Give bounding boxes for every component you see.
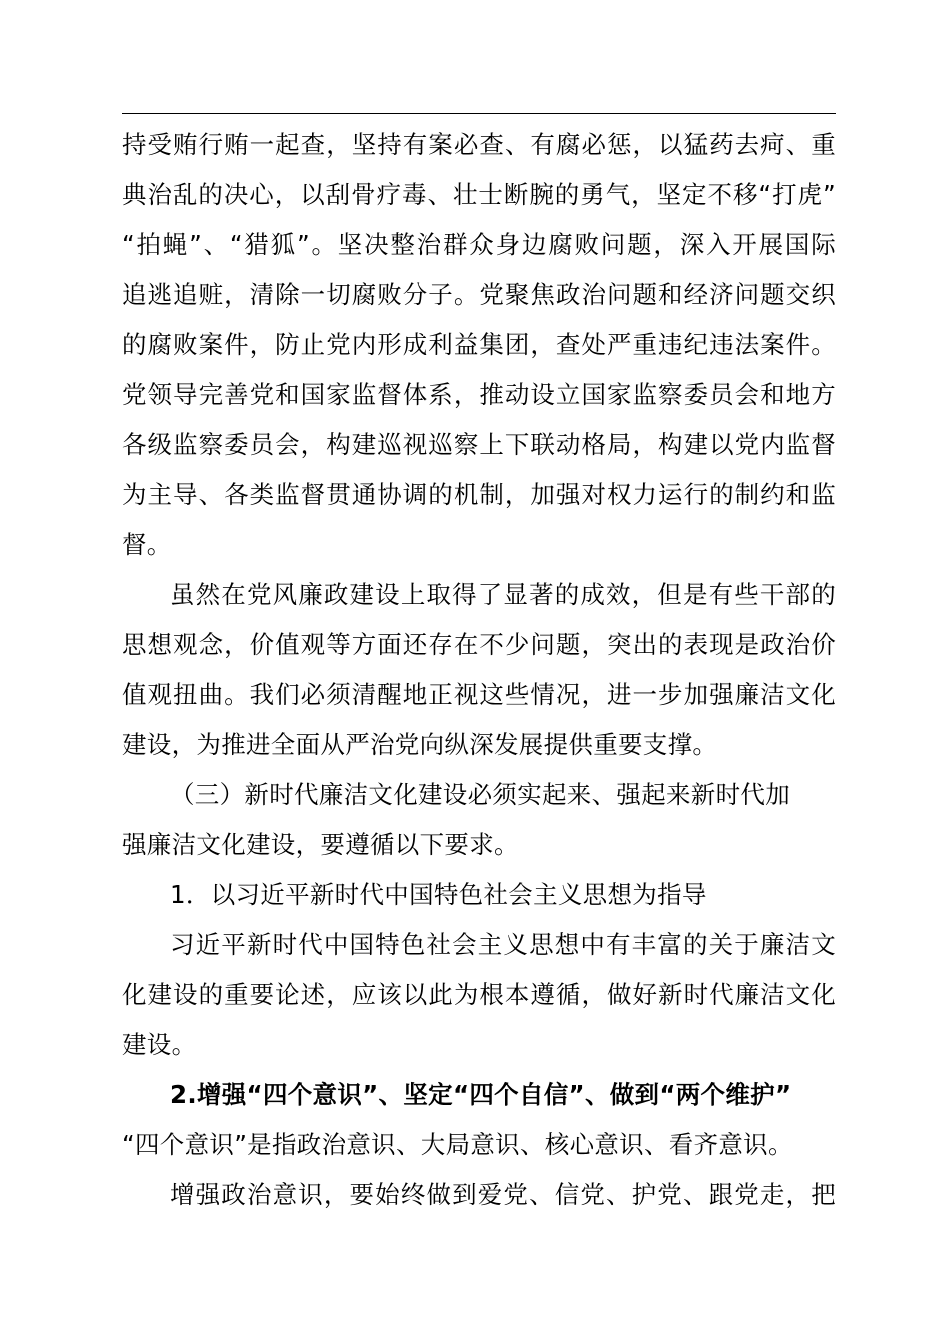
text-line: 化建设的重要论述，应该以此为根本遵循，做好新时代廉洁文化 xyxy=(122,980,836,1009)
text-line: 党领导完善党和国家监督体系，推动设立国家监察委员会和地方 xyxy=(122,380,836,409)
paragraph-first-line: 习近平新时代中国特色社会主义思想中有丰富的关于廉洁文 xyxy=(170,930,836,959)
subheading-1: 1．以习近平新时代中国特色社会主义思想为指导 xyxy=(170,880,707,909)
text-line: 典治乱的决心，以刮骨疗毒、壮士断腕的勇气，坚定不移“打虎” xyxy=(122,180,836,209)
text-line: 建设，为推进全面从严治党向纵深发展提供重要支撑。 xyxy=(122,730,718,759)
text-line: 持受贿行贿一起查，坚持有案必查、有腐必惩，以猛药去疴、重 xyxy=(122,130,836,159)
text-line: 追逃追赃，清除一切腐败分子。党聚焦政治问题和经济问题交织 xyxy=(122,280,836,309)
text-line: “四个意识”是指政治意识、大局意识、核心意识、看齐意识。 xyxy=(122,1130,793,1159)
text-line: 各级监察委员会，构建巡视巡察上下联动格局，构建以党内监督 xyxy=(122,430,836,459)
text-line: 的腐败案件，防止党内形成利益集团，查处严重违纪违法案件。 xyxy=(122,330,836,359)
text-line: 督。 xyxy=(122,530,172,559)
paragraph-first-line: 增强政治意识，要始终做到爱党、信党、护党、跟党走，把 xyxy=(170,1180,836,1209)
text-line: “拍蝇”、“猎狐”。坚决整治群众身边腐败问题，深入开展国际 xyxy=(122,230,836,259)
paragraph-first-line: 虽然在党风廉政建设上取得了显著的成效，但是有些干部的 xyxy=(170,580,836,609)
section-heading-continued: 强廉洁文化建设，要遵循以下要求。 xyxy=(122,830,519,859)
text-line: 建设。 xyxy=(122,1030,197,1059)
text-line: 思想观念，价值观等方面还存在不少问题，突出的表现是政治价 xyxy=(122,630,836,659)
header-rule xyxy=(122,113,836,114)
text-line: 值观扭曲。我们必须清醒地正视这些情况，进一步加强廉洁文化 xyxy=(122,680,836,709)
section-heading: （三）新时代廉洁文化建设必须实起来、强起来新时代加 xyxy=(170,780,790,809)
subheading-2: 2.增强“四个意识”、坚定“四个自信”、做到“两个维护” xyxy=(170,1080,792,1109)
text-line: 为主导、各类监督贯通协调的机制，加强对权力运行的制约和监 xyxy=(122,480,836,509)
